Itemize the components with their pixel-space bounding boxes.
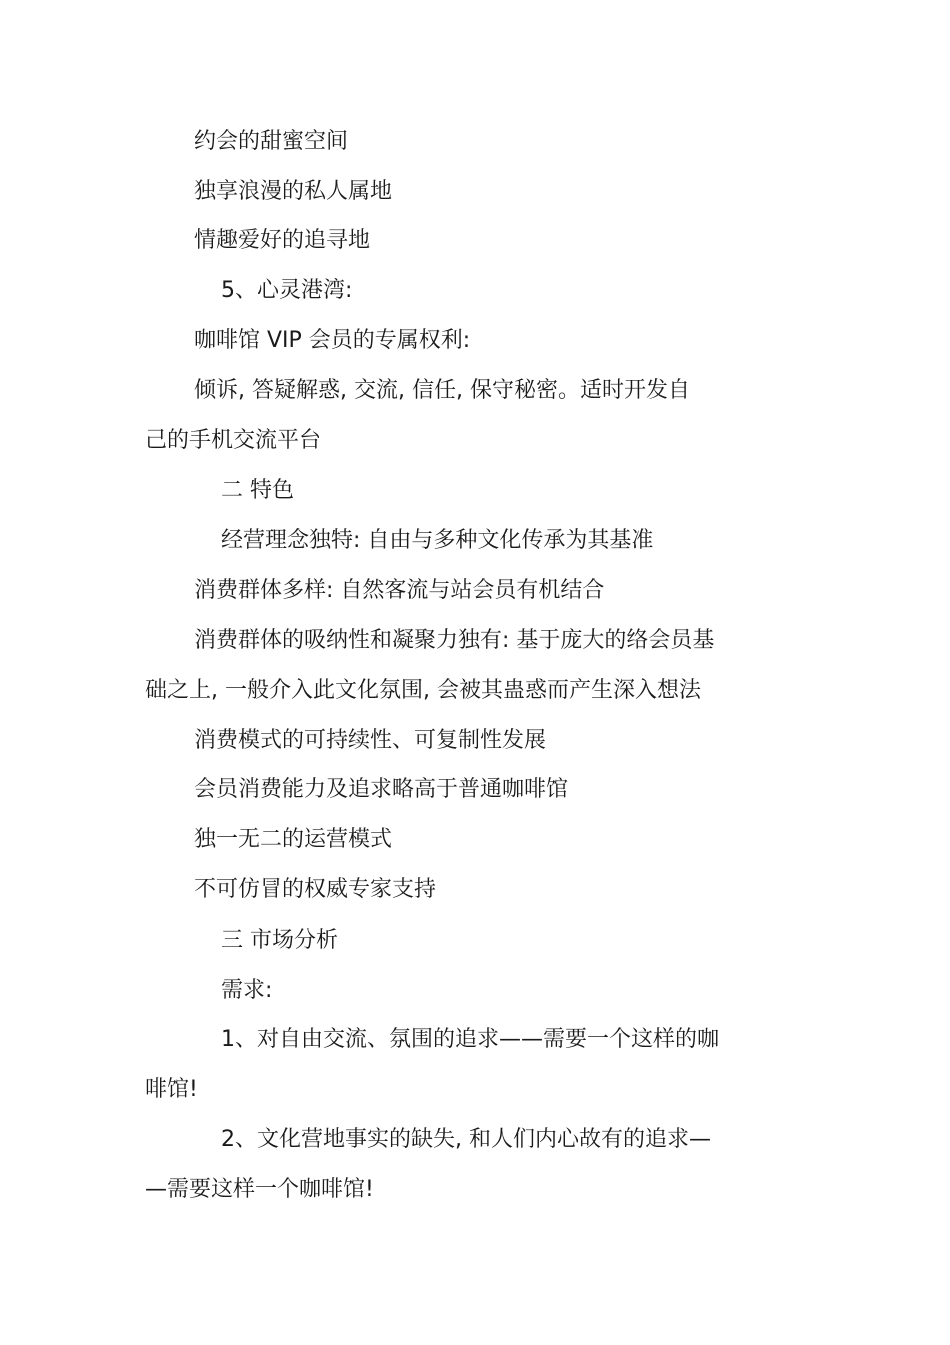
paragraph-continuation: 己的手机交流平台 xyxy=(145,428,322,453)
text-line: 消费群体多样: 自然客流与站会员有机结合 xyxy=(194,578,605,603)
text-line: 会员消费能力及追求略高于普通咖啡馆 xyxy=(194,777,569,802)
text-line: 经营理念独特: 自由与多种文化传承为其基准 xyxy=(221,528,654,553)
paragraph-line: 倾诉, 答疑解惑, 交流, 信任, 保守秘密。适时开发自 xyxy=(194,378,690,403)
text-line: 独享浪漫的私人属地 xyxy=(194,179,393,204)
text-line: 不可仿冒的权威专家支持 xyxy=(194,877,437,902)
paragraph-line: 1、对自由交流、氛围的追求——需要一个这样的咖 xyxy=(221,1027,719,1052)
paragraph-line: 2、文化营地事实的缺失, 和人们内心故有的追求— xyxy=(221,1127,711,1152)
section-heading: 二 特色 xyxy=(221,478,294,503)
numbered-heading: 5、心灵港湾: xyxy=(221,278,353,303)
paragraph-continuation: 啡馆! xyxy=(145,1077,198,1102)
text-line: 情趣爱好的追寻地 xyxy=(194,228,371,253)
text-line: 消费模式的可持续性、可复制性发展 xyxy=(194,728,547,753)
text-line: 独一无二的运营模式 xyxy=(194,827,393,852)
paragraph-continuation: 础之上, 一般介入此文化氛围, 会被其蛊惑而产生深入想法 xyxy=(145,678,701,703)
text-line: 约会的甜蜜空间 xyxy=(194,129,349,154)
paragraph-line: 消费群体的吸纳性和凝聚力独有: 基于庞大的络会员基 xyxy=(194,628,715,653)
text-line: 需求: xyxy=(221,978,273,1003)
section-heading: 三 市场分析 xyxy=(221,928,338,953)
text-line: 咖啡馆 VIP 会员的专属权利: xyxy=(194,328,471,353)
paragraph-continuation: —需要这样一个咖啡馆! xyxy=(145,1177,374,1202)
